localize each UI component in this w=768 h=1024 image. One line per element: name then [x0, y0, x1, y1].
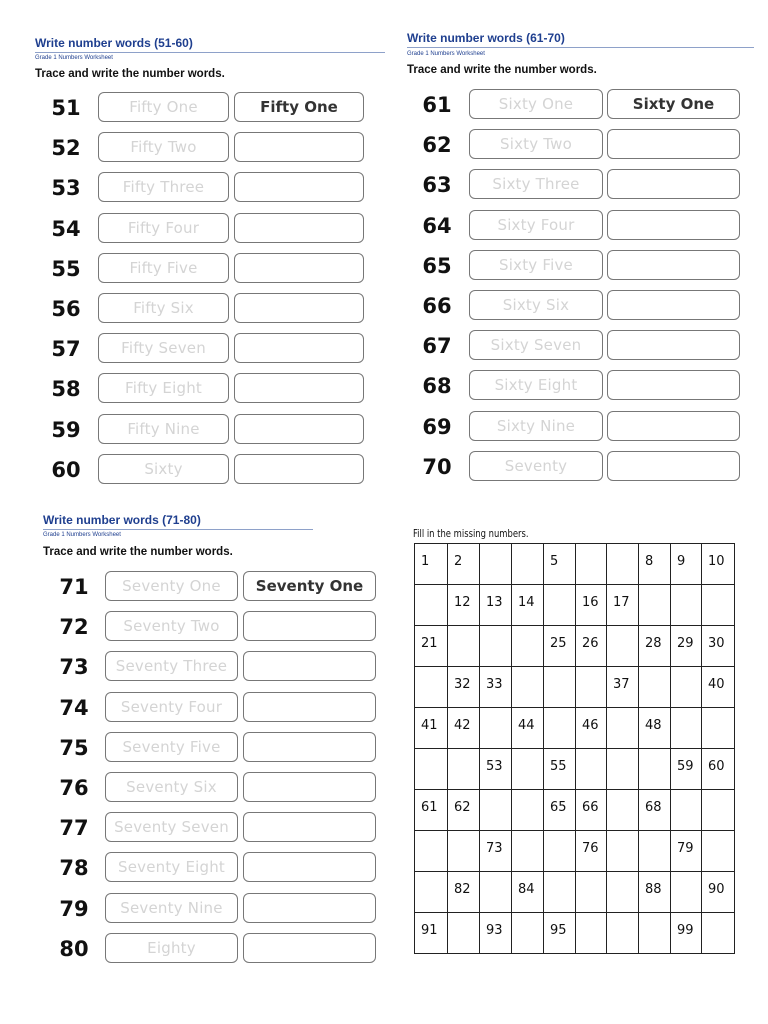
write-box[interactable]	[243, 692, 376, 722]
grid-cell[interactable]	[639, 913, 671, 954]
grid-cell[interactable]	[512, 667, 544, 708]
grid-cell[interactable]	[415, 749, 448, 790]
grid-cell: 46	[576, 708, 607, 749]
grid-row	[415, 708, 735, 749]
trace-box: Seventy Nine	[105, 893, 238, 923]
grid-instructions: Fill in the missing numbers.	[413, 527, 529, 540]
instructions: Trace and write the number words.	[407, 64, 597, 76]
row-number: 66	[422, 294, 452, 318]
trace-box: Fifty Six	[98, 293, 229, 323]
grid-cell[interactable]	[415, 667, 448, 708]
trace-box: Sixty Three	[469, 169, 603, 199]
grid-cell: 5	[544, 544, 576, 585]
grid-cell[interactable]	[639, 831, 671, 872]
grid-cell: 55	[544, 749, 576, 790]
grid-cell[interactable]	[576, 913, 607, 954]
grid-cell: 9	[671, 544, 702, 585]
row-number: 53	[51, 176, 81, 201]
grid-cell: 25	[544, 626, 576, 667]
grid-cell: 37	[607, 667, 639, 708]
grid-cell: 53	[480, 749, 512, 790]
write-box[interactable]: Sixty One	[607, 89, 740, 119]
grid-cell: 8	[639, 544, 671, 585]
trace-box: Fifty Three	[98, 172, 229, 202]
instructions: Trace and write the number words.	[43, 546, 233, 558]
grid-cell: 32	[448, 667, 480, 708]
grid-cell[interactable]	[671, 585, 702, 626]
trace-box: Sixty One	[469, 89, 603, 119]
worksheet-row	[50, 812, 376, 844]
trace-box: Seventy Six	[105, 772, 238, 802]
row-number: 64	[422, 213, 452, 238]
worksheet-row	[50, 651, 376, 683]
grid-cell: 65	[544, 790, 576, 831]
grid-row	[415, 790, 735, 831]
grid-cell: 66	[576, 790, 607, 831]
row-number: 79	[59, 896, 89, 921]
row-number: 68	[422, 374, 452, 399]
row-number: 60	[51, 457, 81, 482]
grid-cell[interactable]	[544, 708, 576, 749]
row-number: 78	[59, 856, 89, 881]
grid-cell[interactable]	[607, 913, 639, 954]
row-number: 57	[51, 337, 81, 362]
grid-cell[interactable]	[607, 708, 639, 749]
grid-cell[interactable]	[607, 626, 639, 667]
write-box[interactable]	[243, 611, 376, 641]
grid-cell[interactable]	[544, 667, 576, 708]
worksheet-row	[413, 411, 740, 443]
grid-cell: 41	[415, 708, 448, 749]
grid-cell[interactable]	[576, 667, 607, 708]
grid-cell[interactable]	[607, 790, 639, 831]
grid-cell[interactable]	[576, 544, 607, 585]
grid-cell: 44	[512, 708, 544, 749]
section-title: Write number words (51-60)	[35, 36, 193, 50]
grid-cell[interactable]	[512, 749, 544, 790]
trace-box: Sixty Four	[469, 210, 603, 240]
row-number: 58	[51, 377, 81, 402]
trace-box: Fifty Five	[98, 253, 229, 283]
grid-cell: 93	[480, 913, 512, 954]
grid-cell[interactable]	[607, 749, 639, 790]
row-number: 63	[422, 173, 452, 198]
trace-box: Sixty Nine	[469, 411, 603, 441]
row-number: 54	[51, 216, 81, 241]
section-title: Write number words (71-80)	[43, 513, 201, 527]
write-box[interactable]	[243, 772, 376, 802]
write-box[interactable]	[243, 893, 376, 923]
write-box[interactable]	[607, 250, 740, 280]
trace-box: Seventy Five	[105, 732, 238, 762]
row-number: 56	[51, 297, 81, 321]
grid-cell[interactable]	[671, 708, 702, 749]
row-number: 51	[51, 96, 81, 120]
worksheet-row	[50, 893, 376, 925]
row-number: 55	[51, 256, 81, 281]
grid-cell: 30	[702, 626, 735, 667]
grid-row	[415, 667, 735, 708]
grid-cell[interactable]	[448, 626, 480, 667]
grid-row	[415, 544, 735, 585]
row-number: 74	[59, 695, 89, 720]
grid-cell: 95	[544, 913, 576, 954]
title-divider	[407, 47, 754, 48]
grid-cell[interactable]	[544, 872, 576, 913]
grid-cell: 79	[671, 831, 702, 872]
trace-box: Sixty Six	[469, 290, 603, 320]
title-divider	[43, 529, 313, 530]
trace-box: Seventy Seven	[105, 812, 238, 842]
grid-cell[interactable]	[702, 913, 735, 954]
trace-box: Sixty Seven	[469, 330, 603, 360]
worksheet-row	[413, 330, 740, 362]
grid-cell[interactable]	[415, 872, 448, 913]
worksheet-row	[50, 772, 376, 804]
grid-cell: 33	[480, 667, 512, 708]
worksheet-row	[413, 210, 740, 242]
grid-cell: 48	[639, 708, 671, 749]
grid-cell[interactable]	[639, 667, 671, 708]
worksheet-row	[50, 933, 376, 965]
worksheet-row	[413, 451, 740, 483]
section-title: Write number words (61-70)	[407, 31, 565, 45]
instructions: Trace and write the number words.	[35, 68, 225, 80]
row-number: 75	[59, 735, 89, 760]
trace-box: Fifty Nine	[98, 414, 229, 444]
row-number: 77	[59, 816, 89, 841]
grid-cell: 2	[448, 544, 480, 585]
grid-cell: 13	[480, 585, 512, 626]
trace-box: Seventy Two	[105, 611, 238, 641]
trace-box: Seventy Eight	[105, 852, 238, 882]
hundred-grid	[414, 543, 735, 954]
grid-cell[interactable]	[512, 913, 544, 954]
grid-cell[interactable]	[544, 585, 576, 626]
grid-cell: 28	[639, 626, 671, 667]
grid-cell[interactable]	[480, 544, 512, 585]
grid-cell: 12	[448, 585, 480, 626]
write-box[interactable]	[243, 933, 376, 963]
grid-cell: 91	[415, 913, 448, 954]
grid-cell[interactable]	[702, 831, 735, 872]
grid-cell: 99	[671, 913, 702, 954]
grid-cell[interactable]	[512, 626, 544, 667]
grid-cell[interactable]	[448, 913, 480, 954]
grid-cell[interactable]	[415, 585, 448, 626]
grid-cell: 62	[448, 790, 480, 831]
row-number: 61	[422, 93, 452, 117]
write-box[interactable]: Fifty One	[234, 92, 364, 122]
trace-box: Sixty Five	[469, 250, 603, 280]
row-number: 71	[59, 575, 89, 599]
grid-cell[interactable]	[607, 544, 639, 585]
trace-box: Fifty Four	[98, 213, 229, 243]
write-box[interactable]	[607, 169, 740, 199]
trace-box: Fifty Eight	[98, 373, 229, 403]
row-number: 59	[51, 417, 81, 442]
write-box[interactable]	[243, 651, 376, 681]
grid-cell[interactable]	[702, 790, 735, 831]
worksheet-row	[413, 290, 740, 322]
grid-cell: 60	[702, 749, 735, 790]
row-number: 72	[59, 615, 89, 640]
write-box[interactable]	[607, 330, 740, 360]
write-box[interactable]	[243, 812, 376, 842]
grid-row	[415, 913, 735, 954]
grid-cell[interactable]	[671, 872, 702, 913]
trace-box: Seventy Three	[105, 651, 238, 681]
row-number: 69	[422, 414, 452, 439]
grid-cell: 84	[512, 872, 544, 913]
trace-box: Sixty Eight	[469, 370, 603, 400]
write-box[interactable]	[607, 210, 740, 240]
trace-box: Fifty One	[98, 92, 229, 122]
grid-cell[interactable]	[480, 872, 512, 913]
grid-cell[interactable]	[671, 790, 702, 831]
trace-box: Seventy One	[105, 571, 238, 601]
worksheet-row	[50, 692, 376, 724]
grid-row	[415, 585, 735, 626]
row-number: 62	[422, 133, 452, 158]
grid-cell: 76	[576, 831, 607, 872]
worksheet-row	[413, 89, 740, 121]
grid-cell[interactable]	[702, 585, 735, 626]
grid-cell[interactable]	[480, 708, 512, 749]
worksheet-row	[413, 250, 740, 282]
grid-cell: 1	[415, 544, 448, 585]
grid-cell: 21	[415, 626, 448, 667]
grid-cell: 26	[576, 626, 607, 667]
grid-cell[interactable]	[576, 749, 607, 790]
worksheet-row	[413, 370, 740, 402]
worksheet-row	[50, 571, 376, 603]
row-number: 67	[422, 334, 452, 359]
grid-cell[interactable]	[671, 667, 702, 708]
grid-cell[interactable]	[512, 790, 544, 831]
row-number: 80	[59, 936, 89, 961]
worksheet-row	[50, 611, 376, 643]
grid-cell: 40	[702, 667, 735, 708]
worksheet-row	[413, 129, 740, 161]
section-subtitle: Grade 1 Numbers Worksheet	[43, 532, 121, 538]
grid-cell: 10	[702, 544, 735, 585]
grid-row	[415, 872, 735, 913]
grid-cell: 68	[639, 790, 671, 831]
write-box[interactable]: Seventy One	[243, 571, 376, 601]
grid-row	[415, 831, 735, 872]
grid-cell: 88	[639, 872, 671, 913]
row-number: 65	[422, 253, 452, 278]
trace-box: Seventy Four	[105, 692, 238, 722]
grid-cell[interactable]	[576, 872, 607, 913]
grid-cell[interactable]	[639, 585, 671, 626]
grid-cell: 17	[607, 585, 639, 626]
grid-cell: 29	[671, 626, 702, 667]
trace-box: Seventy	[469, 451, 603, 481]
grid-cell: 82	[448, 872, 480, 913]
grid-cell: 42	[448, 708, 480, 749]
row-number: 52	[51, 136, 81, 161]
worksheet-row	[50, 852, 376, 884]
write-box[interactable]	[607, 451, 740, 481]
grid-cell: 16	[576, 585, 607, 626]
trace-box: Fifty Two	[98, 132, 229, 162]
grid-cell[interactable]	[544, 831, 576, 872]
grid-cell[interactable]	[448, 831, 480, 872]
trace-box: Sixty Two	[469, 129, 603, 159]
write-box[interactable]	[607, 129, 740, 159]
section-subtitle: Grade 1 Numbers Worksheet	[35, 55, 113, 61]
grid-cell[interactable]	[607, 872, 639, 913]
grid-cell[interactable]	[512, 544, 544, 585]
worksheet-row	[413, 169, 740, 201]
grid-cell[interactable]	[480, 626, 512, 667]
row-number: 73	[59, 655, 89, 680]
grid-cell: 14	[512, 585, 544, 626]
trace-box: Fifty Seven	[98, 333, 229, 363]
worksheet-row	[50, 732, 376, 764]
grid-cell: 90	[702, 872, 735, 913]
row-number: 70	[422, 454, 452, 479]
write-box[interactable]	[607, 370, 740, 400]
grid-cell: 61	[415, 790, 448, 831]
write-box[interactable]	[243, 732, 376, 762]
trace-box: Eighty	[105, 933, 238, 963]
grid-cell[interactable]	[512, 831, 544, 872]
grid-cell[interactable]	[702, 708, 735, 749]
grid-row	[415, 626, 735, 667]
grid-cell[interactable]	[639, 749, 671, 790]
section-subtitle: Grade 1 Numbers Worksheet	[407, 51, 485, 57]
grid-cell[interactable]	[480, 790, 512, 831]
grid-cell: 73	[480, 831, 512, 872]
write-box[interactable]	[607, 411, 740, 441]
grid-cell[interactable]	[448, 749, 480, 790]
row-number: 76	[59, 776, 89, 800]
write-box[interactable]	[243, 852, 376, 882]
grid-cell: 59	[671, 749, 702, 790]
grid-row	[415, 749, 735, 790]
grid-cell[interactable]	[415, 831, 448, 872]
grid-cell[interactable]	[607, 831, 639, 872]
trace-box: Sixty	[98, 454, 229, 484]
write-box[interactable]	[607, 290, 740, 320]
